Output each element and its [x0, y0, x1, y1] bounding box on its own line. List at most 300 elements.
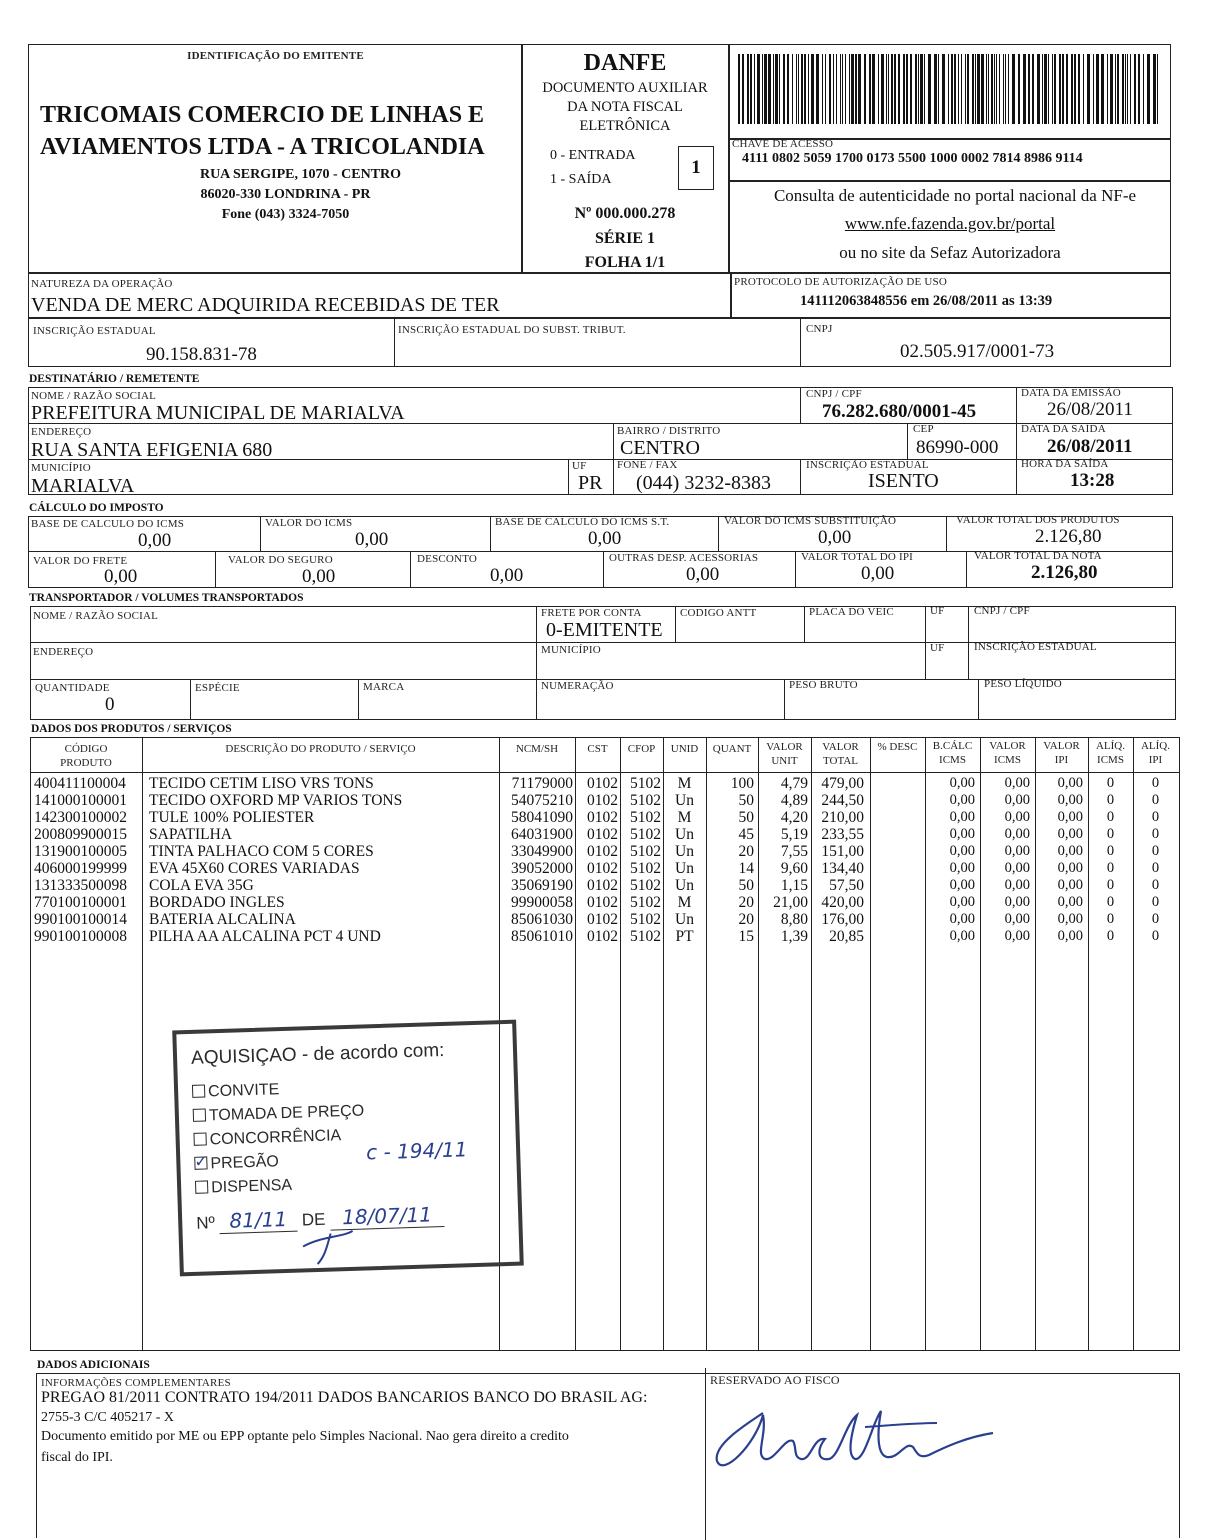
barcode-bar	[833, 54, 834, 124]
dest-cnpj-label: CNPJ / CPF	[806, 388, 862, 400]
th-codigo: CÓDIGO PRODUTO	[60, 743, 112, 769]
desconto-label: DESCONTO	[417, 553, 478, 565]
dest-ie-label: INSCRIÇÃO ESTADUAL	[806, 459, 929, 471]
barcode-bar	[742, 54, 744, 124]
cell-cfop: 5102	[630, 877, 661, 894]
cell-quant: 45	[738, 826, 754, 843]
total-prod-label: VALOR TOTAL DOS PRODUTOS	[956, 514, 1120, 526]
cell-aliq-ipi: 0	[1151, 877, 1160, 893]
stamp-opt-pregao: ✓ PREGÃO	[194, 1151, 280, 1173]
barcode-bar	[915, 54, 917, 124]
outras: 0,00	[686, 564, 720, 585]
cell-unid: Un	[675, 877, 694, 894]
barcode-bar	[798, 54, 799, 124]
barcode-bar	[872, 54, 875, 124]
transp-quantidade: 0	[105, 694, 115, 715]
barcode-bar	[986, 54, 987, 124]
ie-label: INSCRIÇÃO ESTADUAL	[33, 325, 156, 337]
barcode-bar	[1130, 54, 1131, 124]
barcode-bar	[958, 54, 959, 124]
cell-codigo: 131333500098	[34, 877, 127, 894]
barcode-bar	[1048, 54, 1049, 124]
barcode-bar	[961, 54, 962, 124]
danfe-numero: Nº 000.000.278	[574, 205, 676, 222]
barcode-bar	[928, 54, 931, 124]
dest-hora: 13:28	[1070, 470, 1115, 491]
cell-vunit: 9,60	[780, 860, 808, 877]
cell-vicms: 0,00	[1004, 775, 1030, 791]
cell-vicms: 0,00	[1004, 809, 1030, 825]
cell-aliq-ipi: 0	[1151, 894, 1160, 910]
transp-uf2-label: UF	[930, 642, 945, 654]
transp-quantidade-label: QUANTIDADE	[35, 682, 110, 694]
cell-cst: 0102	[587, 775, 618, 792]
cell-unid: Un	[675, 843, 694, 860]
cell-vicms: 0,00	[1004, 877, 1030, 893]
cell-ncm: 85061030	[511, 911, 573, 928]
cell-unid: Un	[675, 826, 694, 843]
danfe-serie: SÉRIE 1	[594, 230, 656, 247]
cell-aliq-icms: 0	[1106, 843, 1115, 859]
barcode-bar	[840, 54, 841, 124]
cell-quant: 50	[738, 792, 754, 809]
cell-cfop: 5102	[630, 792, 661, 809]
barcode-bar	[1005, 54, 1006, 124]
emitente-section-label: IDENTIFICAÇÃO DO EMITENTE	[187, 50, 364, 62]
dest-ie: ISENTO	[868, 470, 939, 492]
stamp-opt-convite: CONVITE	[192, 1081, 280, 1102]
cell-cfop: 5102	[630, 860, 661, 877]
dest-emissao: 26/08/2011	[1047, 399, 1133, 420]
destinatario-section: DESTINATÁRIO / REMETENTE	[29, 373, 200, 385]
th-cfop: CFOP	[627, 743, 656, 755]
cell-bcalc: 0,00	[949, 860, 975, 876]
cell-vtotal: 20,85	[829, 928, 864, 945]
barcode-bar	[996, 54, 997, 124]
checkbox-icon	[195, 1180, 208, 1193]
bc-st: 0,00	[588, 528, 622, 549]
barcode-bar	[1037, 54, 1040, 124]
produtos-section: DADOS DOS PRODUTOS / SERVIÇOS	[31, 723, 232, 735]
cell-vunit: 4,79	[780, 775, 808, 792]
dest-uf-label: UF	[572, 460, 587, 472]
cell-ncm: 33049900	[511, 843, 573, 860]
dest-emissao-label: DATA DA EMISSÃO	[1021, 387, 1121, 399]
cell-descricao: TECIDO CETIM LISO VRS TONS	[149, 775, 374, 792]
barcode-bar	[1059, 54, 1061, 124]
danfe-tipo-box: 1	[678, 146, 714, 190]
fisco-label: RESERVADO AO FISCO	[710, 1373, 840, 1387]
th-quant: QUANT	[712, 743, 752, 755]
cell-bcalc: 0,00	[949, 843, 975, 859]
transp-nome-label: NOME / RAZÃO SOCIAL	[33, 610, 159, 622]
cell-aliq-icms: 0	[1106, 860, 1115, 876]
cell-codigo: 770100100001	[34, 894, 127, 911]
barcode-bar	[816, 54, 819, 124]
barcode-bar	[1054, 54, 1056, 124]
th-vtotal: VALOR TOTAL	[822, 741, 859, 767]
barcode-bar	[822, 54, 823, 124]
stamp-opt-tomada: TOMADA DE PREÇO	[193, 1102, 365, 1125]
barcode-bar	[1071, 54, 1073, 124]
cell-unid: M	[677, 775, 692, 792]
barcode-bar	[910, 54, 912, 124]
info-label: INFORMAÇÕES COMPLEMENTARES	[41, 1377, 231, 1389]
cell-vunit: 7,55	[780, 843, 808, 860]
barcode-bar	[1096, 54, 1099, 124]
th-vipi: VALOR IPI	[1043, 740, 1080, 766]
th-descricao: DESCRIÇÃO DO PRODUTO / SERVIÇO	[225, 743, 416, 755]
barcode-bar	[1125, 54, 1126, 124]
checkbox-icon	[193, 1132, 206, 1145]
barcode-bar	[991, 54, 993, 124]
stamp-title: AQUISIÇAO - de acordo com:	[190, 1039, 445, 1069]
info-line4: fiscal do IPI.	[41, 1450, 113, 1465]
th-aliq-ipi: ALÍQ. IPI	[1140, 740, 1171, 766]
cell-vipi: 0,00	[1057, 894, 1083, 910]
dest-nome: PREFEITURA MUNICIPAL DE MARIALVA	[31, 402, 405, 424]
consulta-line1: Consulta de autenticidade no portal nacional da NF-e	[773, 186, 1137, 205]
barcode-bar	[920, 54, 923, 124]
barcode-bar	[864, 54, 866, 124]
icms-label: VALOR DO ICMS	[265, 517, 353, 529]
barcode-bar	[849, 54, 850, 124]
barcode-bar	[1134, 54, 1136, 124]
cell-vtotal: 57,50	[829, 877, 864, 894]
cell-vunit: 1,39	[780, 928, 808, 945]
barcode-bar	[948, 54, 949, 124]
barcode-bar	[796, 54, 797, 124]
aquisicao-stamp	[172, 1020, 524, 1277]
cell-vicms: 0,00	[1004, 928, 1030, 944]
cell-bcalc: 0,00	[949, 877, 975, 893]
cell-cfop: 5102	[630, 894, 661, 911]
cell-cfop: 5102	[630, 826, 661, 843]
cell-unid: M	[677, 809, 692, 826]
cell-descricao: TINTA PALHACO COM 5 CORES	[149, 843, 374, 860]
dest-saida: 26/08/2011	[1047, 436, 1133, 457]
cell-bcalc: 0,00	[949, 809, 975, 825]
barcode-bar	[994, 54, 995, 124]
barcode-bar	[1143, 54, 1144, 124]
cell-aliq-icms: 0	[1106, 792, 1115, 808]
dest-uf: PR	[578, 472, 603, 494]
barcode-bar	[918, 54, 919, 124]
cell-quant: 100	[730, 775, 754, 792]
icms-st-label: VALOR DO ICMS SUBSTITUIÇÃO	[724, 515, 897, 527]
cell-cst: 0102	[587, 826, 618, 843]
transp-endereco-label: ENDEREÇO	[33, 646, 94, 658]
cell-ncm: 35069190	[511, 877, 573, 894]
barcode-bar	[1117, 54, 1119, 124]
cell-vicms: 0,00	[1004, 860, 1030, 876]
cell-ncm: 99900058	[511, 894, 573, 911]
barcode-bar	[1138, 54, 1140, 124]
barcode-bar	[903, 54, 905, 124]
barcode-bar	[845, 54, 846, 124]
dest-cep: 86990-000	[916, 437, 999, 458]
barcode-bar	[938, 54, 939, 124]
cell-unid: Un	[675, 860, 694, 877]
barcode-bar	[934, 54, 937, 124]
icms: 0,00	[355, 529, 389, 550]
cell-aliq-icms: 0	[1106, 877, 1115, 893]
cell-cfop: 5102	[630, 928, 661, 945]
cell-vunit: 4,20	[780, 809, 808, 826]
barcode-bar	[886, 54, 887, 124]
cell-cst: 0102	[587, 860, 618, 877]
fiscal-signature-icon	[705, 1385, 1015, 1485]
cell-cfop: 5102	[630, 843, 661, 860]
cell-vipi: 0,00	[1057, 809, 1083, 825]
barcode-bar	[898, 54, 900, 124]
barcode-bar	[825, 54, 826, 124]
chave-label: CHAVE DE ACESSO	[732, 138, 834, 150]
cell-cfop: 5102	[630, 775, 661, 792]
barcode-bar	[851, 54, 854, 124]
cell-quant: 50	[738, 809, 754, 826]
barcode-bar	[1028, 54, 1030, 124]
info-line1: PREGAO 81/2011 CONTRATO 194/2011 DADOS BANCARIOS BANCO DO BRASIL AG:	[41, 1389, 648, 1406]
barcode-bar	[1052, 54, 1053, 124]
ipi: 0,00	[861, 563, 895, 584]
cell-vipi: 0,00	[1057, 843, 1083, 859]
cell-codigo: 200809900015	[34, 826, 127, 843]
barcode-bar	[783, 54, 785, 124]
cell-quant: 50	[738, 877, 754, 894]
cell-bcalc: 0,00	[949, 775, 975, 791]
dest-bairro: CENTRO	[620, 437, 700, 459]
barcode-bar	[792, 54, 793, 124]
transp-marca-label: MARCA	[363, 681, 405, 693]
barcode-bar	[942, 54, 945, 124]
cell-codigo: 400411100004	[34, 775, 126, 792]
barcode-bar	[1078, 54, 1080, 124]
th-desc: % DESC	[877, 741, 918, 753]
total-nota-label: VALOR TOTAL DA NOTA	[974, 550, 1102, 562]
frete-label: VALOR DO FRETE	[33, 555, 128, 567]
cell-descricao: BORDADO INGLES	[149, 894, 285, 911]
total-prod: 2.126,80	[1035, 526, 1102, 547]
natureza-label: NATUREZA DA OPERAÇÃO	[31, 278, 173, 290]
ipi-label: VALOR TOTAL DO IPI	[801, 551, 914, 563]
th-ncm: NCM/SH	[515, 743, 559, 755]
cell-cfop: 5102	[630, 809, 661, 826]
dest-cnpj: 76.282.680/0001-45	[822, 401, 977, 422]
barcode-bar	[1115, 54, 1116, 124]
imposto-section: CÁLCULO DO IMPOSTO	[29, 502, 164, 514]
danfe-folha: FOLHA 1/1	[584, 254, 666, 271]
cell-vtotal: 151,00	[821, 843, 864, 860]
checkbox-icon	[193, 1108, 206, 1121]
transp-peso-bruto-label: PESO BRUTO	[789, 679, 858, 691]
cell-cst: 0102	[587, 809, 618, 826]
cell-aliq-ipi: 0	[1151, 775, 1160, 791]
barcode	[738, 54, 1158, 124]
cell-unid: PT	[675, 928, 694, 945]
cell-vipi: 0,00	[1057, 877, 1083, 893]
barcode-bar	[787, 54, 789, 124]
cell-vtotal: 479,00	[821, 775, 864, 792]
barcode-bar	[981, 54, 984, 124]
barcode-bar	[967, 54, 969, 124]
cell-aliq-ipi: 0	[1151, 928, 1160, 944]
cell-ncm: 71179000	[511, 775, 573, 792]
barcode-bar	[1153, 54, 1156, 124]
barcode-bar	[1122, 54, 1124, 124]
transportador-section: TRANSPORTADOR / VOLUMES TRANSPORTADOS	[29, 592, 304, 604]
stamp-opt-dispensa: DISPENSA	[195, 1177, 292, 1198]
cell-bcalc: 0,00	[949, 928, 975, 944]
barcode-bar	[951, 54, 953, 124]
desconto: 0,00	[490, 565, 524, 586]
cell-codigo: 406000199999	[34, 860, 127, 877]
danfe-subtitle2: DA NOTA FISCAL	[567, 99, 683, 115]
cell-vipi: 0,00	[1057, 860, 1083, 876]
barcode-bar	[768, 54, 771, 124]
cell-vtotal: 420,00	[821, 894, 864, 911]
barcode-bar	[988, 54, 989, 124]
barcode-bar	[906, 54, 908, 124]
dest-endereco: RUA SANTA EFIGENIA 680	[31, 439, 273, 461]
stamp-opt-concorrencia: CONCORRÊNCIA	[193, 1127, 341, 1150]
stamp-data: 18/07/11	[330, 1202, 445, 1231]
cell-codigo: 142300100002	[34, 809, 127, 826]
barcode-bar	[878, 54, 879, 124]
barcode-bar	[773, 54, 774, 124]
cell-vunit: 4,89	[780, 792, 808, 809]
checkbox-checked-icon: ✓	[194, 1151, 209, 1171]
cell-codigo: 141000100001	[34, 792, 127, 809]
th-vicms: VALOR ICMS	[989, 740, 1026, 766]
cell-aliq-ipi: 0	[1151, 911, 1160, 927]
dest-bairro-label: BAIRRO / DISTRITO	[617, 425, 721, 437]
cell-quant: 20	[738, 911, 754, 928]
barcode-bar	[1074, 54, 1076, 124]
th-unid: UNID	[670, 743, 699, 755]
barcode-bar	[1003, 54, 1004, 124]
barcode-bar	[954, 54, 956, 124]
barcode-bar	[858, 54, 861, 124]
barcode-bar	[1083, 54, 1084, 124]
cell-unid: Un	[675, 911, 694, 928]
bc-st-label: BASE DE CALCULO DO ICMS S.T.	[495, 516, 670, 528]
dest-saida-label: DATA DA SAÍDA	[1021, 423, 1106, 435]
transp-placa-label: PLACA DO VEIC	[809, 606, 894, 618]
cell-vipi: 0,00	[1057, 928, 1083, 944]
barcode-bar	[811, 54, 814, 124]
barcode-bar	[738, 54, 740, 124]
barcode-bar	[855, 54, 857, 124]
dest-hora-label: HORA DA SAÍDA	[1021, 458, 1109, 470]
cell-vicms: 0,00	[1004, 826, 1030, 842]
transp-numeracao-label: NUMERAÇÃO	[541, 680, 614, 692]
danfe-saida: 1 - SAÍDA	[550, 172, 612, 187]
barcode-bar	[757, 54, 760, 124]
outras-label: OUTRAS DESP. ACESSORIAS	[609, 552, 759, 564]
th-aliq-icms: ALÍQ. ICMS	[1095, 740, 1126, 766]
cell-aliq-icms: 0	[1106, 775, 1115, 791]
cell-vicms: 0,00	[1004, 843, 1030, 859]
barcode-bar	[764, 54, 767, 124]
cell-vunit: 8,80	[780, 911, 808, 928]
cell-bcalc: 0,00	[949, 894, 975, 910]
cell-vicms: 0,00	[1004, 792, 1030, 808]
barcode-bar	[750, 54, 752, 124]
cell-codigo: 131900100005	[34, 843, 127, 860]
barcode-bar	[1042, 54, 1043, 124]
barcode-bar	[1012, 54, 1015, 124]
emitente-name-line2: AVIAMENTOS LTDA - A TRICOLANDIA	[40, 134, 485, 160]
barcode-bar	[894, 54, 896, 124]
dest-fone: (044) 3232-8383	[636, 472, 771, 494]
barcode-bar	[775, 54, 778, 124]
cell-ncm: 58041090	[511, 809, 573, 826]
cell-cfop: 5102	[630, 911, 661, 928]
cell-ncm: 64031900	[511, 826, 573, 843]
barcode-bar	[881, 54, 884, 124]
cell-quant: 14	[738, 860, 754, 877]
danfe-subtitle1: DOCUMENTO AUXILIAR	[542, 80, 708, 96]
transp-frete-label: FRETE POR CONTA	[541, 607, 642, 619]
cell-vunit: 1,15	[780, 877, 808, 894]
stamp-numero: 81/11	[219, 1207, 297, 1234]
danfe-title: DANFE	[583, 50, 667, 76]
cell-descricao: BATERIA ALCALINA	[149, 911, 296, 928]
danfe-entrada: 0 - ENTRADA	[550, 148, 636, 163]
barcode-bar	[1062, 54, 1064, 124]
barcode-bar	[1018, 54, 1020, 124]
cell-vipi: 0,00	[1057, 792, 1083, 808]
barcode-bar	[975, 54, 976, 124]
barcode-bar	[1066, 54, 1068, 124]
barcode-bar	[1087, 54, 1090, 124]
emitente-address-line1: RUA SERGIPE, 1070 - CENTRO	[199, 167, 402, 182]
dest-municipio: MARIALVA	[31, 475, 135, 497]
barcode-bar	[754, 54, 755, 124]
cell-vtotal: 176,00	[821, 911, 864, 928]
barcode-bar	[1110, 54, 1113, 124]
cell-cst: 0102	[587, 877, 618, 894]
barcode-bar	[808, 54, 809, 124]
cell-cst: 0102	[587, 928, 618, 945]
info-line3: Documento emitido por ME ou EPP optante pelo Simples Nacional. Nao gera direito a credito	[41, 1429, 569, 1444]
cell-aliq-icms: 0	[1106, 928, 1115, 944]
transp-peso-liquido-label: PESO LÍQUIDO	[984, 678, 1062, 690]
cell-unid: Un	[675, 792, 694, 809]
seguro: 0,00	[302, 566, 336, 587]
cell-cst: 0102	[587, 911, 618, 928]
protocolo-value: 141112063848556 em 26/08/2011 as 13:39	[800, 293, 1053, 309]
transp-cnpj-label: CNPJ / CPF	[974, 605, 1030, 617]
cell-vunit: 5,19	[780, 826, 808, 843]
portal-link[interactable]: www.nfe.fazenda.gov.br/portal	[844, 214, 1056, 233]
cell-codigo: 990100100014	[34, 911, 127, 928]
barcode-bar	[762, 54, 763, 124]
barcode-bar	[1093, 54, 1094, 124]
emitente-cnpj-label: CNPJ	[806, 323, 833, 335]
cell-cst: 0102	[587, 792, 618, 809]
barcode-bar	[1127, 54, 1128, 124]
barcode-bar	[1101, 54, 1104, 124]
cell-quant: 20	[738, 843, 754, 860]
barcode-bar	[779, 54, 780, 124]
barcode-bar	[1032, 54, 1034, 124]
emitente-phone: Fone (043) 3324-7050	[221, 207, 350, 222]
transp-especie-label: ESPÉCIE	[195, 682, 240, 694]
cell-aliq-ipi: 0	[1151, 809, 1160, 825]
barcode-bar	[891, 54, 893, 124]
